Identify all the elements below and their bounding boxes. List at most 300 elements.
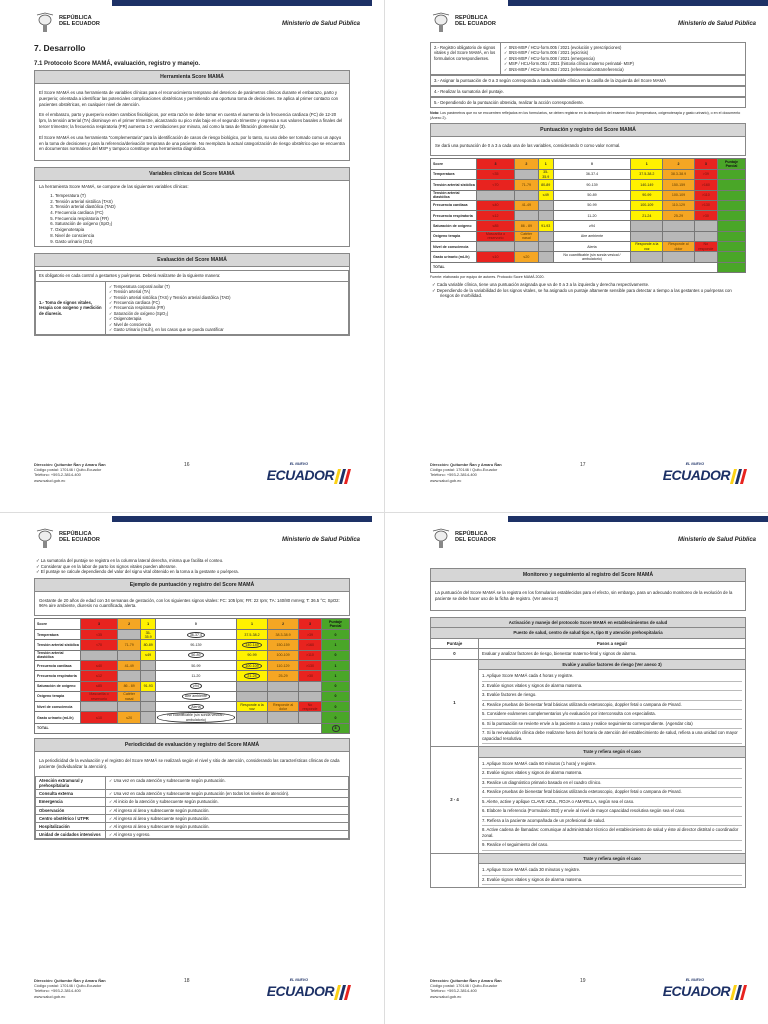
score-cell: [514, 169, 538, 179]
selected-value-mark: 50-89: [188, 652, 203, 658]
scoring-title: Puntuación y registro del Score MAMÁ: [431, 124, 745, 137]
score-cell: [631, 221, 663, 231]
partial-score: [718, 231, 746, 241]
row-label: Temperatura: [35, 630, 81, 640]
score-cell: <35: [477, 169, 515, 179]
score-cell: 35-35.9: [141, 630, 156, 640]
row-label: Nivel de consciencia: [35, 702, 81, 712]
top-bar: [508, 516, 768, 522]
evaluation-title: Evaluación del Score MAMÁ: [35, 254, 349, 267]
page-body: [430, 558, 746, 960]
column-header-score: Puntaje: [431, 638, 479, 649]
score-cell: [155, 630, 236, 640]
score-cell: >160: [694, 180, 717, 190]
variables-box: [34, 167, 350, 247]
horizontal-divider: [0, 512, 768, 513]
table-row: [431, 169, 746, 179]
monitoring-text: La puntuación del Score MAMÁ se la registra en los formularios establecidos para el efecto, sin embargo, para un adecuado monitoreo de la evolución de la paciente se debe hacer uso de la ficha de registro. (Ver anexo 2): [435, 590, 733, 601]
score-cell: 100-109: [268, 650, 299, 660]
score-cell: 140-149: [631, 180, 663, 190]
score-cell: ≤10: [477, 252, 515, 262]
score-cell: [236, 681, 267, 691]
score-cell: [141, 691, 156, 701]
column-header: Score: [431, 158, 477, 169]
column-header: Puntaje Parcial: [322, 619, 350, 630]
republic-label: REPÚBLICA DEL ECUADOR: [59, 15, 100, 28]
step-item: 1. Aplique Score MAMÁ cada 30 minutos y registre.: [482, 866, 742, 876]
score-cell: ≤12: [477, 211, 515, 221]
selected-value-mark: Aire ambiente: [182, 693, 210, 699]
top-bar: [112, 516, 372, 522]
row-label: Tensión arterial sistólica: [35, 640, 81, 650]
partial-score: [718, 221, 746, 231]
ecuador-logo: EL NUEVO ECUADOR: [664, 978, 746, 1004]
partial-score: 1: [322, 671, 350, 681]
step-4: 4.- Realizar la sumatoria del puntaje.: [430, 86, 746, 98]
note: Nota: Los parámetros que no se encuentren reflejados en los formularios, se deben registrar en la descripción del examen físico (temperatura, oxigenoterapia y gasto urinario), o en el documento (Anexo 2).: [430, 111, 741, 120]
list-item: ✓ Tensión arterial (TA): [109, 289, 345, 294]
footer-address: Dirección: Quitumbe Ñan y Amaru Ñan Código postal: 170146 / Quito-Ecuador Teléfono: +593-2-3814-400 www.salud.gob.ec: [34, 978, 106, 999]
score-cell: ≤85: [81, 681, 118, 691]
score-cell: ≤49: [141, 650, 156, 660]
frequency-value: ✓ Al ingreso al área y subsecuente según puntuación.: [106, 806, 349, 814]
score-cell: ≤20: [118, 712, 141, 723]
row-label: Gasto urinario (mL/h): [35, 712, 81, 723]
score-cell: [538, 242, 553, 252]
score-cell: [236, 712, 267, 723]
partial-score: 0: [322, 691, 350, 701]
selected-value-mark: Alerta: [188, 704, 203, 710]
score-cell: 110-129: [268, 660, 299, 670]
score-cell: Catéter nasal: [118, 691, 141, 701]
column-header: 2: [118, 619, 141, 630]
page-17: [396, 0, 768, 508]
score-cell: [81, 702, 118, 712]
score-cell: 110-129: [663, 200, 694, 210]
table-row: [35, 681, 350, 691]
monitoring-box: [430, 568, 746, 611]
score-cell: ≤10: [81, 712, 118, 723]
score-cell: [118, 702, 141, 712]
score-cell: Responde al dolor: [663, 242, 694, 252]
list-item: 5. Frecuencia respiratoria (FR): [55, 216, 345, 222]
score-cell: [694, 231, 717, 241]
score-cell: [118, 650, 141, 660]
step-item: 4. Realice pruebas de bienestar fetal básicas utilizando estetoscopio, doppler fetal o campana de Pinard.: [482, 788, 742, 798]
score-cell: 90-99: [631, 190, 663, 200]
republic-label: REPÚBLICA DEL ECUADOR: [455, 15, 496, 28]
top-bar: [508, 0, 768, 6]
table-row: [431, 190, 746, 200]
score-2-4-header: Trate y refiera según el caso: [479, 747, 746, 758]
partial-score: 0: [322, 702, 350, 712]
partial-score: 1: [322, 640, 350, 650]
list-item: ✓ Gasto Urinario (mL/h), en los casos que se pueda cuantificar: [109, 327, 345, 332]
selected-value-mark: No cuantificable (sin sonda vesical / ambulatorio): [157, 712, 235, 722]
total-label: TOTAL: [35, 723, 322, 733]
list-item: 3. Tensión arterial diastólica (TAD): [55, 204, 345, 210]
score-cell: 90-99: [236, 650, 267, 660]
ministry-label: Ministerio de Salud Pública: [677, 21, 756, 27]
score-cell: [477, 190, 515, 200]
score-cell: No responde: [694, 242, 717, 252]
step-3: 3.- Asignar la puntuación de 0 a 3 según corresponda a cada variable clínica en la casilla de la izquierda del Score MAMÁ: [430, 75, 746, 87]
score-cell: 150-159: [663, 180, 694, 190]
score-2-4-steps: [479, 757, 746, 853]
row-label: Gasto urinario (mL/h): [431, 252, 477, 262]
section-title: 7. Desarrollo: [34, 43, 86, 53]
table-row: [431, 242, 746, 252]
registration-step: 2.- Registro obligatorio de signos vitales y del Score MAMÁ, en los formularios correspondientes.: [431, 43, 501, 75]
republic-label: REPÚBLICA DEL ECUADOR: [455, 531, 496, 544]
table-row: [36, 798, 349, 806]
page-number: 16: [184, 462, 190, 468]
page-footer: [430, 974, 746, 1014]
republic-label: REPÚBLICA DEL ECUADOR: [59, 531, 100, 544]
score-cell: [694, 221, 717, 231]
score-cell: [155, 681, 236, 691]
column-header: 3: [81, 619, 118, 630]
step-item: 1. Aplique Score MAMÁ cada 60 minutos (1 hora) y registre.: [482, 760, 742, 770]
score-cell: [155, 691, 236, 701]
score-cell: 25-29: [663, 211, 694, 221]
total-score: [322, 723, 350, 733]
page-number: 19: [580, 978, 586, 984]
service-label: Observación: [36, 806, 106, 814]
score-cell: >110: [298, 650, 321, 660]
score-cell: >30: [298, 671, 321, 681]
column-header: 3: [298, 619, 321, 630]
score-cell: Catéter nasal: [514, 231, 538, 241]
score-value: 1: [431, 659, 479, 747]
score-cell: [118, 630, 141, 640]
ministry-label: Ministerio de Salud Pública: [281, 21, 360, 27]
score-value: [431, 853, 479, 888]
periodicity-title: Periodicidad de evaluación y registro del Score MAMÁ: [35, 739, 349, 752]
tool-title: Herramienta Score MAMÁ: [35, 71, 349, 84]
partial-score: [718, 169, 746, 179]
step-item: 8. Active cadena de llamadas: comunique al administrador técnico del establecimiento de salud y éste al director distrital o coordinador zonal.: [482, 826, 742, 841]
list-item: 9. Gasto urinario (GU): [55, 239, 345, 245]
list-item: 6. Saturación de oxígeno (SpO₂): [55, 221, 345, 227]
monitoring-title: Monitoreo y seguimiento al registro del Score MAMÁ: [431, 569, 745, 582]
score-cell: Mascarilla o reservorio: [477, 231, 515, 241]
column-header: 1: [538, 158, 553, 169]
table-row: [431, 180, 746, 190]
score-value: 2 - 4: [431, 747, 479, 854]
table-row: [36, 806, 349, 814]
score-cell: [631, 252, 663, 262]
score-cell: 86 - 89: [514, 221, 538, 231]
tool-paragraph: En el embarazo, parto y puerperio existen cambios fisiológicos, por esta razón se debe tomar en cuenta el aumento de la frecuencia cardiaca (FC) de 12-20 lpm, la tensión arterial (TA) disminuye en el primer trimestre, alcanzando su pico más bajo en el segundo trimestre y regresa a sus valores basales a finales del tercer trimestre; la frecuencia respiratoria (FR) aumenta 1-2 ventilaciones por minuto, así como la tasa de filtración glomerular (3).: [39, 112, 343, 129]
column-header: 2: [514, 158, 538, 169]
score-cell: 150-159: [268, 640, 299, 650]
variables-intro: La herramienta Score MAMÁ, se compone de las siguientes variables clínicas:: [39, 184, 189, 190]
score-1-header: Evalúe y analice factores de riesgo (Ver anexo 3): [479, 659, 746, 670]
score-cell: [298, 691, 321, 701]
table-row: [35, 660, 350, 670]
coat-of-arms-icon: [429, 528, 453, 550]
score-cell: [236, 691, 267, 701]
row-label: Oxígeno terapia: [431, 231, 477, 241]
row-label: Nivel de consciencia: [431, 242, 477, 252]
score-cell: [663, 252, 694, 262]
list-item: ✓ La sumatoria del puntaje se registra en la columna lateral derecha, misma que facilita el conteo.: [44, 558, 350, 564]
row-label: Tensión arterial sistólica: [431, 180, 477, 190]
tool-box: [34, 70, 350, 161]
score-cell: 11-20: [553, 211, 631, 221]
list-item: 4. Frecuencia cardiaca (FC): [55, 210, 345, 216]
score-cell: >39: [298, 630, 321, 640]
column-header: 0: [155, 619, 236, 630]
score-cell: 71-79: [118, 640, 141, 650]
example-title: Ejemplo de puntuación y registro del Score MAMÁ: [35, 579, 349, 592]
table-row: [35, 630, 350, 640]
column-header: Score: [35, 619, 81, 630]
list-item: ✓ SNS-MSP / HCU-form.006 / 2021 (epicrisis): [504, 50, 742, 55]
score-cell: [268, 681, 299, 691]
score-cell: 91-93: [141, 681, 156, 691]
frequency-value: ✓ Al ingreso al área y subsecuente según puntuación.: [106, 814, 349, 822]
score-cell: Alerta: [553, 242, 631, 252]
score-cell: ≥94: [553, 221, 631, 231]
forms-checklist: [504, 45, 742, 72]
score-cell: <70: [477, 180, 515, 190]
score-cell: 50-89: [553, 190, 631, 200]
row-label: Frecuencia cardiaca: [431, 200, 477, 210]
partial-score: [718, 200, 746, 210]
score-cell: 90-139: [155, 640, 236, 650]
partial-score: 1: [322, 660, 350, 670]
list-item: ✓ El puntaje se calcule dependiendo del valor del signo vital obtenido en la toma a la gestante o puérpera.: [44, 569, 350, 575]
row-label: Tensión arterial diastólica: [431, 190, 477, 200]
table-row: [36, 776, 349, 789]
score-cell: 11-20: [155, 671, 236, 681]
table-header-row: [35, 619, 350, 630]
row-label: Temperatura: [431, 169, 477, 179]
registration-table: [430, 42, 746, 75]
score-cell: >130: [694, 200, 717, 210]
score-cell: 50-99: [155, 660, 236, 670]
score-cell: 38.3-38.9: [663, 169, 694, 179]
page-body: [34, 42, 350, 444]
score-cell: 38.3-38.9: [268, 630, 299, 640]
score-cell: [141, 702, 156, 712]
score-cell: [236, 671, 267, 681]
partial-score: [718, 211, 746, 221]
list-item: 2. Tensión arterial sistólica (TAS): [55, 199, 345, 205]
step-5: 5.- Dependiendo de la puntuación obtenida, realizar la acción correspondiente.: [430, 97, 746, 109]
column-header: 1: [631, 158, 663, 169]
evaluation-box: [34, 253, 350, 336]
score-cell: ≤20: [514, 252, 538, 262]
total-score: [718, 262, 746, 272]
score-cell: 21-24: [631, 211, 663, 221]
table-row: [35, 671, 350, 681]
service-label: Consulta externa: [36, 790, 106, 798]
score-cell: [236, 640, 267, 650]
list-item: ✓ Dependiendo de la variabilidad de los signos vitales, se ha asignado un puntaje altamente sensible para detectar a tiempo a las gestantes o puérperas con riesgos de morbilidad.: [440, 288, 746, 299]
score-cell: <35: [81, 630, 118, 640]
score-cell: [268, 712, 299, 723]
step-item: 9. Realice el seguimiento del caso.: [482, 841, 742, 851]
step-item: 7. Refiera a la paciente acompañada de un profesional de salud.: [482, 817, 742, 827]
coat-of-arms-icon: [33, 12, 57, 34]
ecuador-logo: EL NUEVO ECUADOR: [268, 978, 350, 1004]
frequency-value: ✓ Al ingreso al área y subsecuente según puntuación.: [106, 822, 349, 830]
row-label: Frecuencia respiratoria: [431, 211, 477, 221]
score-cell: Responde a la voz: [236, 702, 267, 712]
step-item: 4. Realice pruebas de bienestar fetal básicas utilizando estetoscopio, doppler fetal o campana de Pinard.: [482, 701, 742, 711]
subsection-title: 7.1 Protocolo Score MAMÁ, evaluación, registro y manejo.: [34, 61, 201, 67]
score-cell: No responde: [298, 702, 321, 712]
page-18: [0, 516, 372, 1024]
partial-score: 0: [322, 712, 350, 723]
score-cell: [141, 660, 156, 670]
periodicity-intro: La periodicidad de la evaluación y el registro del Score MAMÁ se realizará según el nivel y sitio de atención, considerando las características clínicas de cada paciente (individualizar la atención).: [39, 758, 340, 769]
periodicity-box: [34, 738, 350, 840]
partial-score: [718, 252, 746, 262]
score-cell: [298, 712, 321, 723]
score-cell: [155, 702, 236, 712]
list-item: ✓ Oxigenoterapia: [109, 316, 345, 321]
page-number: 18: [184, 978, 190, 984]
step-item: 1. Aplique Score MAMÁ cada 4 horas y registre.: [482, 672, 742, 682]
score-cell: 41-49: [514, 200, 538, 210]
step-item: 3. Evalúe factores de riesgo.: [482, 691, 742, 701]
footer-address: Dirección: Quitumbe Ñan y Amaru Ñan Código postal: 170146 / Quito-Ecuador Teléfono: +593-2-3814-400 www.salud.gob.ec: [34, 462, 106, 483]
page-16: [0, 0, 372, 508]
score-cell: >30: [694, 211, 717, 221]
selected-value-mark: 140-149: [242, 642, 261, 648]
score-cell: 37.5-38.2: [236, 630, 267, 640]
score-cell: [694, 252, 717, 262]
step-item: 5. Alerte, active y aplique CLAVE AZUL, ROJA o AMARILLA, según sea el caso.: [482, 798, 742, 808]
service-label: Centro obstétrico / UTPR: [36, 814, 106, 822]
example-box: [34, 578, 350, 617]
column-header: 1: [141, 619, 156, 630]
periodicity-table: [35, 776, 349, 840]
score-cell: 80-89: [141, 640, 156, 650]
evaluation-intro: Es obligatorio en cada control a gestantes y puérperas. Deberá realizarse de la siguiente manera:: [36, 271, 349, 281]
score-cell: 100-109: [631, 200, 663, 210]
list-item: ✓ Considerar que en la labor de parto los signos vitales pueden alterarse.: [44, 564, 350, 570]
list-item: ✓ Tensión arterial sistólica (TAS) y Tensión arterial diastólica (TAD): [109, 295, 345, 300]
score-cell: 91-93: [538, 221, 553, 231]
partial-score: [718, 190, 746, 200]
page-number: 17: [580, 462, 586, 468]
score-cell: ≤40: [477, 200, 515, 210]
example-intro: Gestante de 20 años de edad con 34 semanas de gestación, con los siguientes signos vitales: FC: 105 lpm; FR: 22 rpm; TA: 140/80 mmHg; T: 36.5 °C; SpO2: 96% aire ambiente, diuresis no cuantificada, alerta.: [39, 597, 340, 609]
tool-paragraph: El Score MAMÁ es una herramienta de variables clínicas para el reconocimiento temprano del deterioro de parámetros clínicos durante el embarazo, parto y puerperio; orientada a identificar las potenciales complicaciones obstétricas y permitiendo una oportuna toma de decisiones. Se aplica al primer contacto con pacientes obstétricas, en cualquier nivel de atención.: [39, 90, 339, 107]
partial-score: [718, 180, 746, 190]
score-cell: [538, 200, 553, 210]
score-cell: 90-139: [553, 180, 631, 190]
page-footer: [430, 458, 746, 498]
score-value: 0: [431, 649, 479, 660]
service-label: Unidad de cuidados intensivos: [36, 831, 106, 839]
score-cell: Aire ambiente: [553, 231, 631, 241]
step-item: 2. Evalúe signos vitales y signos de alarma materna.: [482, 769, 742, 779]
page-footer: [34, 458, 350, 498]
step-item: 2. Evalúe signos vitales y signos de alarma materna.: [482, 876, 742, 886]
row-label: Frecuencia respiratoria: [35, 671, 81, 681]
activation-title: Activación y manejo del protocolo Score MAMÁ en establecimientos de salud: [431, 617, 746, 628]
vital-signs-checklist: [109, 284, 345, 333]
table-row: [36, 790, 349, 798]
score-cell: ≤85: [477, 221, 515, 231]
score-cell: 50-99: [553, 200, 631, 210]
table-row: [35, 650, 350, 660]
row-label: Saturación de oxígeno: [431, 221, 477, 231]
score-cell: >39: [694, 169, 717, 179]
page-header: [33, 12, 360, 42]
score-cell: Responde al dolor: [268, 702, 299, 712]
table-row: [431, 211, 746, 221]
list-item: ✓ Saturación de oxígeno (SpO₂): [109, 311, 345, 316]
score-cell: No cuantificable (sin sonda vesical / ambulatorio): [553, 252, 631, 262]
list-item: ✓ SNS-MSP / HCU-form.008 / 2021 (emergencia): [504, 56, 742, 61]
score-cell: ≤40: [81, 660, 118, 670]
score-cell: [118, 671, 141, 681]
source-note: Fuente: elaborado por equipo de autores. Protocolo Score MAMÁ 2020.: [430, 274, 545, 279]
tool-paragraph: El Score MAMÁ es una herramienta "complementaria" para la identificación de casos de riesgo biológico, por lo tanto, su uso debe ser tomado como un apoyo en la toma de decisiones y para la referencia/derivación temprana de una paciente. No reemplaza la actual categorización de riesgo obstétrico que se encuentra en documentos normativos del MSP y tampoco constituye una herramienta diagnóstica.: [39, 134, 345, 152]
coat-of-arms-icon: [33, 528, 57, 550]
score-cell: [81, 650, 118, 660]
score-cell: 36-37.4: [553, 169, 631, 179]
score-cell: [631, 231, 663, 241]
score-cell: [155, 712, 236, 723]
column-header: 2: [268, 619, 299, 630]
page-header: [33, 528, 360, 558]
page-19: [396, 516, 768, 1024]
list-item: 8. Nivel de consciencia: [55, 233, 345, 239]
partial-score: 0: [322, 681, 350, 691]
step-item: 3. Realice un diagnóstico primario basado en el cuadro clínico.: [482, 779, 742, 789]
column-header: 1: [236, 619, 267, 630]
score-cell: [141, 671, 156, 681]
score-cell: ≤49: [538, 190, 553, 200]
activation-table: [430, 617, 746, 889]
table-row: [35, 712, 350, 723]
table-header-row: [431, 158, 746, 169]
step-item: 5. Considere exámenes complementarios y/o evaluación por interconsulta con especialista.: [482, 710, 742, 720]
service-label: Atención extramural y prehospitalaria: [36, 776, 106, 789]
list-item: 1. Temperatura (T): [55, 193, 345, 199]
page-footer: [34, 974, 350, 1014]
table-row: [431, 231, 746, 241]
page-body: [34, 558, 350, 960]
partial-score: 0: [322, 650, 350, 660]
variables-list: [35, 193, 349, 246]
total-label: TOTAL: [431, 262, 718, 272]
service-label: Hospitalización: [36, 822, 106, 830]
summary-bullets: [34, 558, 350, 575]
table-row: [35, 691, 350, 701]
list-item: ✓ Temperatura corporal axilar (T): [109, 284, 345, 289]
coat-of-arms-icon: [429, 12, 453, 34]
score-cell: Mascarilla o reservorio: [81, 691, 118, 701]
score-cell: Responde a la voz: [631, 242, 663, 252]
score-high-steps: [479, 864, 746, 888]
list-item: ✓ SNS-MSP / HCU-form.005 / 2021 (evolución y prescripciones): [504, 45, 742, 50]
score-cell: [141, 712, 156, 723]
score-cell: 25-29: [268, 671, 299, 681]
step-item: 6. Si la puntuación se revierte envíe a la paciente a casa y realice seguimiento correspondiente. (Agendar cita): [482, 720, 742, 730]
score-cell: [514, 190, 538, 200]
table-row: [35, 702, 350, 712]
evaluation-step: 1.- Toma de signos vitales, terapia con oxígeno y medición de diuresis.: [36, 281, 106, 335]
